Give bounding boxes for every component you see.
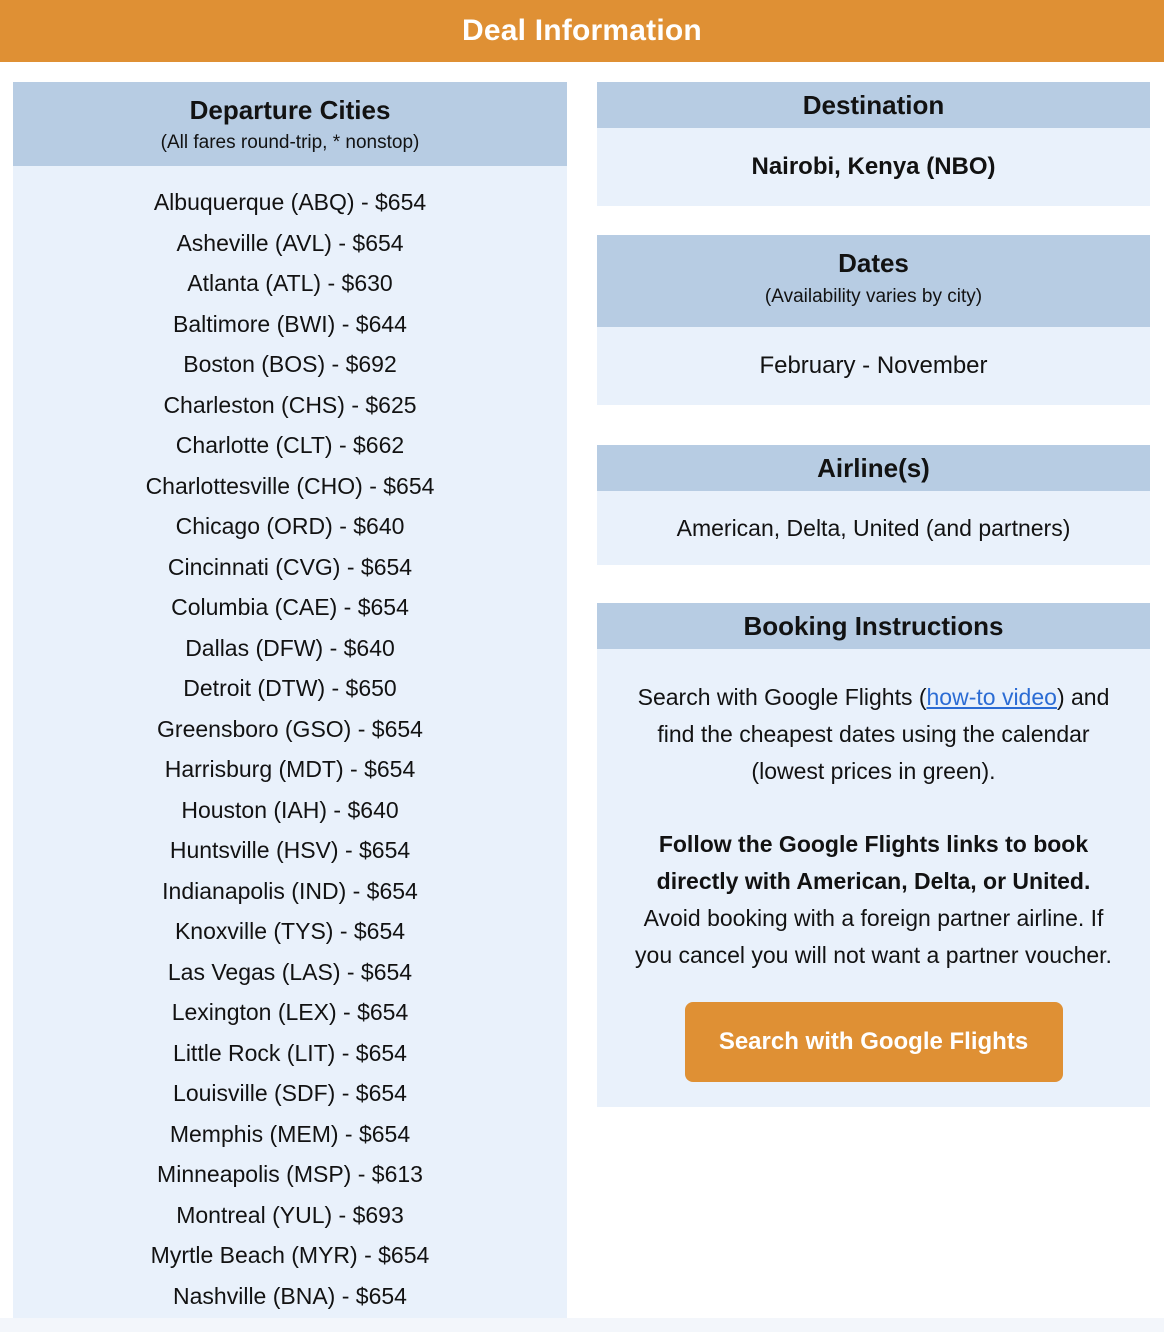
- airlines-value: American, Delta, United (and partners): [597, 491, 1150, 565]
- spacer: [597, 405, 1150, 445]
- booking-paragraph-warning: [629, 826, 1119, 974]
- destination-value: Nairobi, Kenya (NBO): [597, 128, 1150, 206]
- departure-city-item: Indianapolis (IND) - $654: [162, 877, 418, 904]
- deal-information-banner: [0, 0, 1164, 62]
- departure-city-item: Charlotte (CLT) - $662: [175, 432, 405, 458]
- deal-details-column: [597, 82, 1150, 1107]
- page-title: Deal Information: [462, 14, 702, 47]
- booking-text-before-link: Search with Google Flights (: [637, 684, 927, 710]
- booking-instructions-body: [597, 649, 1150, 1107]
- departure-city-list: [13, 166, 567, 1318]
- destination-section: [597, 82, 1150, 206]
- how-to-video-link[interactable]: how-to video: [926, 684, 1057, 710]
- departure-city-item: Memphis (MEM) - $654: [169, 1120, 411, 1147]
- cta-container: [597, 1002, 1150, 1082]
- departure-city-item: Huntsville (HSV) - $654: [169, 837, 411, 863]
- departure-city-item: Columbia (CAE) - $654: [171, 594, 409, 620]
- departure-city-item: Minneapolis (MSP) - $613: [157, 1161, 423, 1187]
- spacer: [597, 565, 1150, 603]
- dates-header: [597, 235, 1150, 327]
- next-section-strip: [0, 1318, 1164, 1332]
- booking-paragraph-search: [629, 679, 1119, 790]
- departure-city-item: Detroit (DTW) - $650: [183, 675, 397, 701]
- departure-city-item: Charlottesville (CHO) - $654: [145, 472, 435, 499]
- departure-cities-section: [13, 82, 567, 1318]
- departure-city-item: Houston (IAH) - $640: [181, 796, 399, 823]
- departure-city-item: Cincinnati (CVG) - $654: [167, 553, 413, 580]
- booking-instructions-title: Booking Instructions: [597, 603, 1150, 649]
- departure-city-item: Myrtle Beach (MYR) - $654: [150, 1242, 430, 1268]
- departure-city-item: Harrisburg (MDT) - $654: [164, 756, 416, 782]
- departure-city-item: Nashville (BNA) - $654: [173, 1282, 407, 1309]
- departure-city-item: Baltimore (BWI) - $644: [173, 310, 407, 337]
- departure-city-item: Asheville (AVL) - $654: [176, 229, 404, 256]
- departure-city-item: Dallas (DFW) - $640: [185, 634, 395, 661]
- departure-city-item: Charleston (CHS) - $625: [163, 391, 417, 418]
- departure-cities-header: [13, 82, 567, 166]
- dates-value: February - November: [597, 327, 1150, 405]
- dates-subtitle: (Availability varies by city): [764, 286, 983, 307]
- departure-city-item: Lexington (LEX) - $654: [171, 999, 409, 1025]
- destination-title: Destination: [597, 82, 1150, 128]
- airlines-title: Airline(s): [597, 445, 1150, 491]
- departure-city-item: Montreal (YUL) - $693: [176, 1201, 404, 1228]
- departure-city-item: Chicago (ORD) - $640: [175, 513, 405, 539]
- departure-city-item: Knoxville (TYS) - $654: [174, 918, 406, 944]
- spacer: [597, 206, 1150, 235]
- departure-city-item: Boston (BOS) - $692: [183, 351, 397, 377]
- booking-warning-normal-text: Avoid booking with a foreign partner airline. If you cancel you will not want a partner voucher.: [635, 905, 1112, 968]
- dates-section: [597, 235, 1150, 405]
- departure-city-item: Little Rock (LIT) - $654: [173, 1039, 407, 1066]
- departure-city-item: Las Vegas (LAS) - $654: [167, 958, 413, 985]
- departure-city-item: Atlanta (ATL) - $630: [187, 270, 393, 296]
- departure-city-item: Albuquerque (ABQ) - $654: [153, 189, 427, 215]
- content-area: [0, 62, 1164, 1318]
- booking-warning-bold-text: Follow the Google Flights links to book directly with American, Delta, or United.: [656, 831, 1091, 894]
- booking-instructions-section: [597, 603, 1150, 1107]
- departure-city-item: Greensboro (GSO) - $654: [157, 715, 423, 742]
- search-google-flights-button[interactable]: Search with Google Flights: [685, 1002, 1063, 1082]
- departure-cities-subtitle: (All fares round-trip, * nonstop): [160, 132, 420, 153]
- airlines-section: [597, 445, 1150, 565]
- booking-text-after-link: ) and find the cheapest dates using the calendar (lowest prices in green).: [657, 684, 1110, 784]
- departure-city-item: Louisville (SDF) - $654: [173, 1080, 407, 1106]
- dates-title: Dates: [838, 248, 909, 278]
- departure-cities-title: Departure Cities: [189, 95, 391, 125]
